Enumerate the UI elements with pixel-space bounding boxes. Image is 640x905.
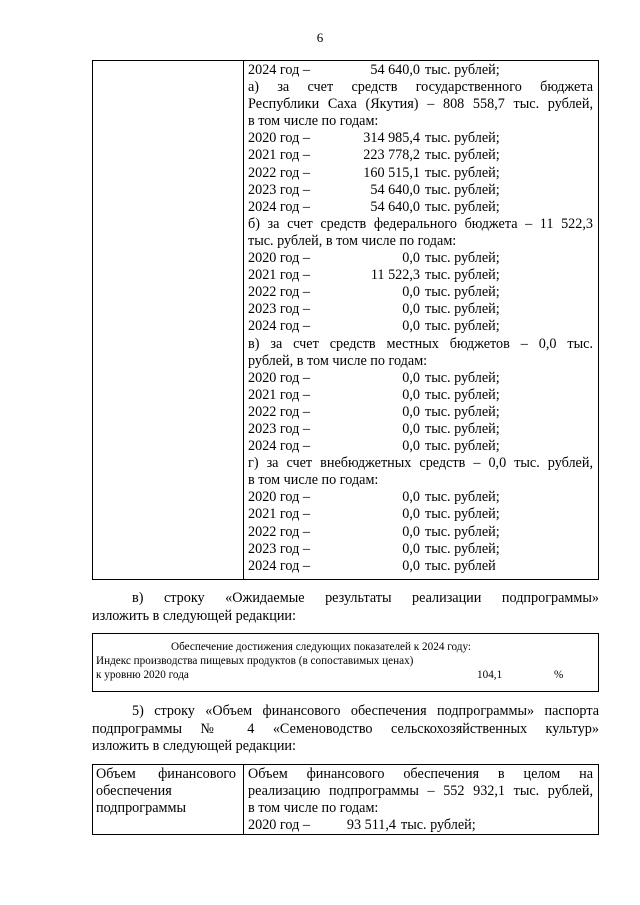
year-row [248,524,593,541]
year-row [248,267,593,284]
text-line: рублей, в том числе по годам: [248,352,428,369]
year-unit: тыс. рублей; [425,403,500,420]
year-label: 2020 год – [248,130,310,147]
year-row [248,387,593,404]
year-row [248,62,593,79]
year-unit: тыс. рублей; [425,540,500,557]
expected-results-line1: Обеспечение достижения следующих показателей к 2024 году: [171,641,472,653]
expected-results-box [92,633,599,692]
year-row [248,817,593,834]
paragraph-5 [92,703,599,756]
label-line2: обеспечения [96,783,172,800]
year-amount: 0,0 [402,506,420,523]
year-amount: 0,0 [402,540,420,557]
paragraph-5-line2: подпрограммы № 4 «Семеноводство сельскохозяйственных культур» [92,720,599,737]
year-label: 2024 год – [248,318,310,335]
year-amount: 314 985,4 [363,130,420,147]
label-line1: Объем финансового [96,766,236,782]
year-unit: тыс. рублей; [425,506,500,523]
financing-label-cell [96,766,236,817]
year-row [248,489,593,506]
year-label: 2020 год – [248,489,310,506]
text-line: в) за счет средств местных бюджетов – 0,0 тыс. [248,335,593,352]
year-amount: 0,0 [402,420,420,437]
indicator-unit: % [554,669,564,681]
year-label: 2022 год – [248,284,310,301]
year-unit: тыс. рублей; [425,318,500,335]
year-row [248,506,593,523]
year-label: 2024 год – [248,557,310,574]
financing-value-cell [248,766,593,834]
year-label: 2021 год – [248,506,310,523]
year-label: 2022 год – [248,523,310,540]
year-amount: 0,0 [402,386,420,403]
year-unit: тыс. рублей; [425,250,500,267]
year-row [248,370,593,387]
value-line1: Объем финансового обеспечения в целом на [248,766,593,782]
year-row [248,318,593,335]
year-unit: тыс. рублей; [425,62,500,78]
year-row [248,250,593,267]
expected-results-line2: Индекс производства пищевых продуктов (в сопоставимых ценах) [96,655,414,667]
year-amount: 54 640,0 [370,62,420,78]
year-unit: тыс. рублей; [425,267,500,284]
year-unit: тыс. рублей; [425,301,500,318]
year-amount: 93 511,4 [346,817,396,834]
label-line3: подпрограммы [96,800,186,817]
year-amount: 0,0 [402,489,420,506]
financing-table-continued [92,60,599,580]
text-line: г) за счет внебюджетных средств – 0,0 тыс. рублей, [248,455,593,472]
year-row [248,284,593,301]
year-amount: 0,0 [402,523,420,540]
year-unit: тыс. рублей; [425,181,500,198]
text-line: Республики Саха (Якутия) – 808 558,7 тыс. рублей, [248,96,593,113]
year-amount: 0,0 [402,284,420,301]
paragraph-5-line1: 5) строку «Объем финансового обеспечения подпрограммы» паспорта [132,703,599,719]
text-line: тыс. рублей, в том числе по годам: [248,232,457,249]
year-amount: 160 515,1 [363,164,420,181]
year-unit: тыс. рублей; [425,369,500,386]
value-line2: реализацию подпрограммы – 552 932,1 тыс. рублей, [248,783,593,800]
year-unit: тыс. рублей; [425,420,500,437]
year-label: 2023 год – [248,540,310,557]
year-label: 2020 год – [248,250,310,267]
year-label: 2023 год – [248,181,310,198]
year-row [248,130,593,147]
year-label: 2020 год – [248,369,310,386]
paragraph-v-line2: изложить в следующей редакции: [92,607,296,624]
year-row [248,421,593,438]
year-label: 2024 год – [248,198,310,215]
text-line: в том числе по годам: [248,472,379,489]
year-row [248,182,593,199]
year-row [248,404,593,421]
year-unit: тыс. рублей; [425,523,500,540]
year-label: 2021 год – [248,147,310,164]
year-amount: 0,0 [402,403,420,420]
year-row [248,301,593,318]
year-row [248,199,593,216]
year-label: 2023 год – [248,420,310,437]
text-line: б) за счет средств федерального бюджета – 11 522,3 [248,215,593,232]
year-label: 2021 год – [248,267,310,284]
year-row [248,541,593,558]
year-unit: тыс. рублей; [425,284,500,301]
paragraph-v-line1: в) строку «Ожидаемые результаты реализации подпрограммы» [132,590,599,606]
year-label: 2024 год – [248,438,310,455]
year-unit: тыс. рублей; [425,198,500,215]
year-label: 2024 год – [248,62,310,78]
year-label: 2022 год – [248,403,310,420]
year-row [248,558,593,575]
paragraph-5-line3: изложить в следующей редакции: [92,738,296,754]
year-amount: 223 778,2 [363,147,420,164]
year-amount: 0,0 [402,250,420,267]
indicator-value: 104,1 [477,669,503,681]
year-amount: 54 640,0 [370,181,420,198]
subprogram4-financing-table [92,764,599,835]
year-unit: тыс. рублей [425,557,496,574]
year-unit: тыс. рублей; [425,438,500,455]
year-unit: тыс. рублей; [425,164,500,181]
year-label: 2022 год – [248,164,310,181]
column-divider [243,765,244,834]
year-unit: тыс. рублей; [425,147,500,164]
year-amount: 54 640,0 [370,198,420,215]
year-row [248,438,593,455]
year-amount: 0,0 [402,301,420,318]
year-unit: тыс. рублей; [425,489,500,506]
year-amount: 0,0 [402,438,420,455]
column-divider [243,61,244,579]
paragraph-v [92,590,599,625]
year-amount: 11 522,3 [370,267,420,284]
year-label: 2023 год – [248,301,310,318]
year-unit: тыс. рублей; [401,817,476,834]
year-amount: 0,0 [402,318,420,335]
year-row [248,147,593,164]
page-number: 6 [316,30,324,45]
year-label: 2021 год – [248,386,310,403]
financing-details-cell [248,62,593,575]
year-unit: тыс. рублей; [425,130,500,147]
year-label: 2020 год – [248,817,310,834]
value-line3: в том числе по годам: [248,800,379,817]
year-row [248,165,593,182]
year-amount: 0,0 [402,557,420,574]
expected-results-line3: к уровню 2020 года [96,669,189,681]
text-line: в том числе по годам: [248,113,379,130]
year-unit: тыс. рублей; [425,386,500,403]
year-amount: 0,0 [402,369,420,386]
text-line: а) за счет средств государственного бюджета [248,79,593,96]
